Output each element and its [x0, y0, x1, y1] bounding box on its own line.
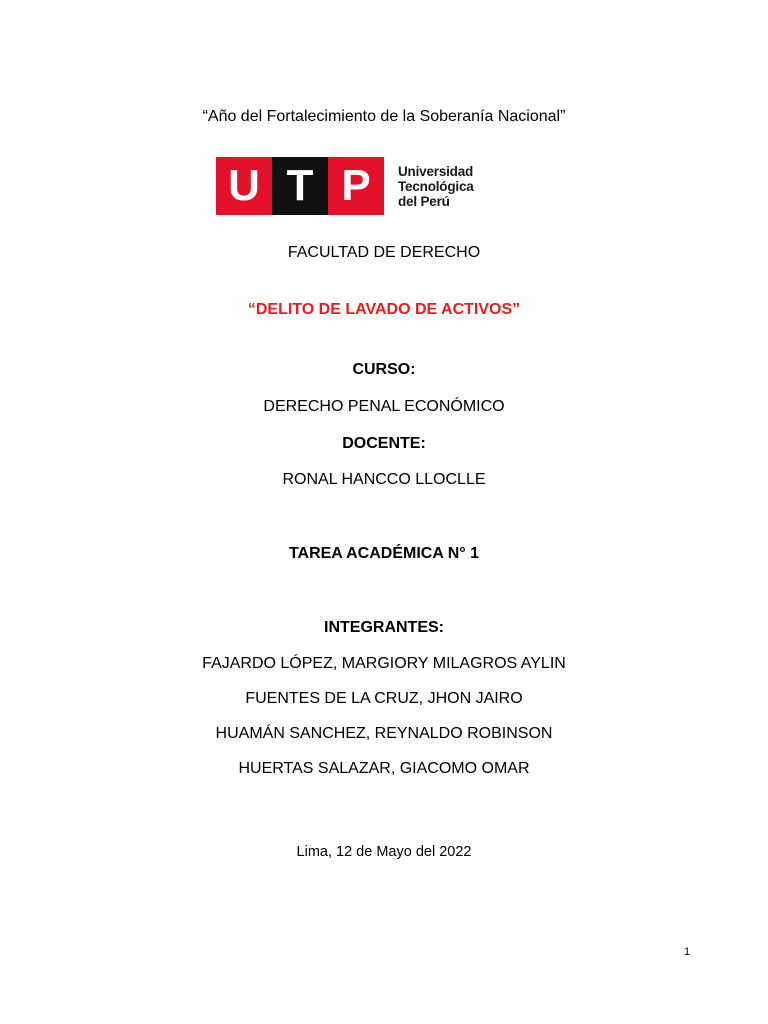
- document-title: “DELITO DE LAVADO DE ACTIVOS”: [247, 301, 521, 318]
- member-name-4: HUERTAS SALAZAR, GIACOMO OMAR: [238, 760, 530, 777]
- logo-letter-p: P: [328, 157, 384, 215]
- logo-name-line-1: Universidad: [398, 163, 474, 179]
- course-label: CURSO:: [352, 361, 416, 378]
- logo-letter-u: U: [216, 157, 272, 215]
- members-label: INTEGRANTES:: [324, 619, 444, 636]
- teacher-value: RONAL HANCCO LLOCLLE: [282, 471, 486, 488]
- utp-logo: [216, 157, 474, 215]
- teacher-label: DOCENTE:: [342, 435, 426, 452]
- logo-name-line-2: Tecnológica: [398, 178, 474, 194]
- course-value: DERECHO PENAL ECONÓMICO: [263, 398, 505, 415]
- assignment-title: TAREA ACADÉMICA N° 1: [288, 545, 480, 562]
- member-name-1: FAJARDO LÓPEZ, MARGIORY MILAGROS AYLIN: [202, 655, 566, 672]
- logo-letter-t: T: [272, 157, 328, 215]
- faculty-name: FACULTAD DE DERECHO: [287, 244, 481, 261]
- member-name-3: HUAMÁN SANCHEZ, REYNALDO ROBINSON: [215, 725, 553, 742]
- logo-name-line-3: del Perú: [398, 193, 450, 209]
- member-name-2: FUENTES DE LA CRUZ, JHON JAIRO: [245, 690, 523, 707]
- header-motto: “Año del Fortalecimiento de la Soberanía Nacional”: [202, 108, 566, 125]
- place-and-date: Lima, 12 de Mayo del 2022: [296, 844, 472, 860]
- page-number: 1: [684, 946, 691, 958]
- logo-university-name: [398, 164, 474, 209]
